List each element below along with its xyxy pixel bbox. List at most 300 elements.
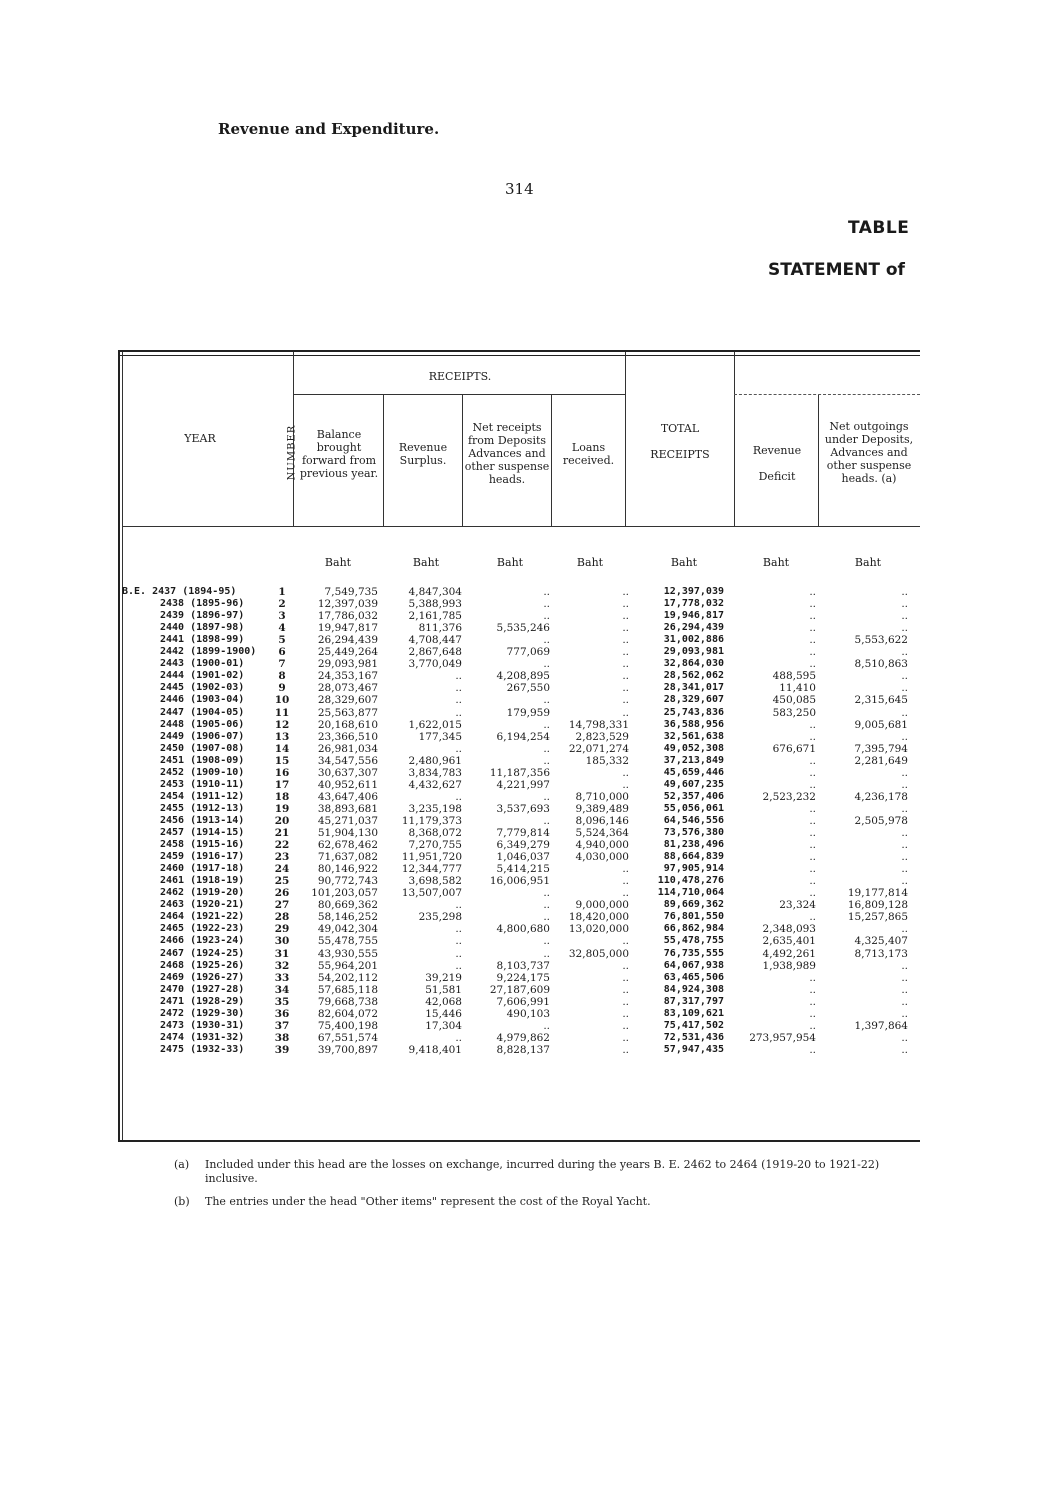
cell-net-receipts: 11,187,356 xyxy=(489,766,550,779)
cell-revenue-surplus: .. xyxy=(455,694,462,707)
cell-year: 2457 (1914-15) xyxy=(160,827,245,838)
cell-total-receipts: 32,561,638 xyxy=(663,730,724,742)
cell-revenue-deficit: 2,523,232 xyxy=(762,790,816,803)
cell-net-receipts: 179,959 xyxy=(506,706,550,719)
col-rule-loans xyxy=(625,352,626,527)
cell-net-outgoings: .. xyxy=(901,802,908,815)
table-top-rule xyxy=(118,355,920,356)
cell-total-receipts: 12,397,039 xyxy=(663,586,724,597)
table-row xyxy=(0,755,1040,767)
cell-year: 2465 (1922-23) xyxy=(160,923,245,935)
cell-revenue-deficit: .. xyxy=(809,814,816,827)
cell-year: 2444 (1901-02) xyxy=(160,670,245,682)
cell-loans: .. xyxy=(622,610,629,623)
cell-net-outgoings: 2,281,649 xyxy=(854,754,908,767)
cell-total-receipts: 83,109,621 xyxy=(663,1007,724,1019)
cell-number: 26 xyxy=(274,887,290,900)
table-row xyxy=(0,935,1040,947)
cell-balance: 23,366,510 xyxy=(317,730,378,743)
cell-revenue-deficit: 11,410 xyxy=(779,682,816,695)
cell-year: 2447 (1904-05) xyxy=(160,706,245,718)
cell-revenue-surplus: 15,446 xyxy=(425,1007,462,1020)
cell-number: 38 xyxy=(274,1031,290,1044)
cell-revenue-deficit: .. xyxy=(809,646,816,659)
cell-revenue-surplus: .. xyxy=(455,899,462,912)
cell-revenue-deficit: 273,957,954 xyxy=(749,1031,816,1044)
cell-balance: 75,400,198 xyxy=(317,1019,378,1032)
cell-year: 2441 (1898-99) xyxy=(160,634,245,646)
unit-loans: Baht xyxy=(576,556,604,569)
cell-year: 2462 (1919-20) xyxy=(160,887,245,899)
cell-revenue-deficit: 676,671 xyxy=(772,742,816,755)
cell-net-receipts: .. xyxy=(543,911,550,924)
cell-year: 2450 (1907-08) xyxy=(160,742,245,754)
cell-year: 2452 (1909-10) xyxy=(160,766,245,778)
cell-number: 29 xyxy=(274,923,290,936)
cell-loans: .. xyxy=(622,971,629,984)
cell-revenue-surplus: 3,770,049 xyxy=(408,658,462,671)
cell-balance: 20,168,610 xyxy=(317,718,378,731)
cell-number: 21 xyxy=(274,827,290,839)
cell-balance: 17,786,032 xyxy=(317,610,378,623)
header-receipts: RECEIPTS. xyxy=(428,370,492,383)
cell-revenue-surplus: .. xyxy=(455,706,462,719)
cell-net-outgoings: .. xyxy=(901,646,908,659)
cell-year: 2472 (1929-30) xyxy=(160,1007,245,1019)
table-row xyxy=(0,972,1040,984)
cell-net-outgoings: .. xyxy=(901,778,908,791)
cell-balance: 51,904,130 xyxy=(317,827,378,839)
cell-total-receipts: 66,862,984 xyxy=(663,923,724,935)
cell-loans: .. xyxy=(622,983,629,996)
cell-total-receipts: 64,546,556 xyxy=(663,814,724,826)
cell-revenue-surplus: 3,235,198 xyxy=(408,802,462,815)
cell-balance: 25,449,264 xyxy=(317,646,378,659)
cell-number: 17 xyxy=(274,778,290,791)
cell-year: 2449 (1906-07) xyxy=(160,730,245,742)
cell-revenue-deficit: .. xyxy=(809,622,816,635)
cell-loans: 9,389,489 xyxy=(575,802,629,815)
cell-balance: 26,294,439 xyxy=(317,634,378,647)
table-row xyxy=(0,1008,1040,1020)
cell-year: 2463 (1920-21) xyxy=(160,899,245,911)
cell-revenue-surplus: 4,847,304 xyxy=(408,586,462,598)
cell-loans: 5,524,364 xyxy=(575,827,629,839)
cell-net-receipts: 4,221,997 xyxy=(496,778,550,791)
cell-net-outgoings: .. xyxy=(901,851,908,864)
cell-number: 30 xyxy=(274,935,290,948)
table-row xyxy=(0,899,1040,911)
cell-net-receipts: 16,006,951 xyxy=(489,875,550,888)
cell-net-outgoings: .. xyxy=(901,983,908,996)
cell-year: 2456 (1913-14) xyxy=(160,814,245,826)
cell-number: 39 xyxy=(274,1043,290,1056)
cell-number: 9 xyxy=(278,682,286,695)
cell-net-outgoings: .. xyxy=(901,827,908,839)
unit-total: Baht xyxy=(670,556,698,569)
cell-balance: 25,563,877 xyxy=(317,706,378,719)
cell-total-receipts: 37,213,849 xyxy=(663,754,724,766)
cell-net-outgoings: .. xyxy=(901,610,908,623)
col-rule-revenue xyxy=(462,395,463,527)
cell-revenue-surplus: 4,432,627 xyxy=(408,778,462,791)
header-year: YEAR xyxy=(184,432,216,445)
header-revenue-deficit: Revenue Deficit xyxy=(752,444,802,483)
cell-balance: 38,893,681 xyxy=(317,802,378,815)
cell-year: 2453 (1910-11) xyxy=(160,778,245,790)
header-total-receipts: TOTAL RECEIPTS xyxy=(650,422,710,461)
cell-number: 14 xyxy=(274,742,290,755)
cell-net-receipts: 6,194,254 xyxy=(496,730,550,743)
cell-revenue-surplus: 177,345 xyxy=(418,730,462,743)
col-rule-balance xyxy=(383,395,384,527)
cell-balance: 57,685,118 xyxy=(317,983,378,996)
cell-loans: .. xyxy=(622,887,629,900)
table-row xyxy=(0,743,1040,755)
cell-year: 2469 (1926-27) xyxy=(160,971,245,983)
cell-balance: 101,203,057 xyxy=(311,887,378,900)
cell-number: 1 xyxy=(278,586,286,598)
cell-number: 18 xyxy=(274,790,290,803)
table-row xyxy=(0,646,1040,658)
cell-revenue-surplus: 7,270,755 xyxy=(408,839,462,852)
cell-total-receipts: 28,329,607 xyxy=(663,694,724,706)
unit-revenue: Baht xyxy=(412,556,440,569)
cell-revenue-deficit: .. xyxy=(809,995,816,1008)
cell-loans: 9,000,000 xyxy=(575,899,629,912)
cell-balance: 28,073,467 xyxy=(317,682,378,695)
cell-balance: 40,952,611 xyxy=(317,778,378,791)
cell-year: B.E. 2437 (1894-95) xyxy=(122,586,237,597)
cell-net-receipts: 5,414,215 xyxy=(496,863,550,876)
cell-total-receipts: 28,341,017 xyxy=(663,682,724,694)
cell-revenue-deficit: .. xyxy=(809,971,816,984)
cell-revenue-deficit: 583,250 xyxy=(772,706,816,719)
cell-balance: 90,772,743 xyxy=(317,875,378,888)
cell-balance: 80,146,922 xyxy=(317,863,378,876)
cell-total-receipts: 45,659,446 xyxy=(663,766,724,778)
cell-loans: 8,710,000 xyxy=(575,790,629,803)
cell-revenue-deficit: .. xyxy=(809,754,816,767)
cell-year: 2475 (1932-33) xyxy=(160,1043,245,1055)
cell-net-receipts: 1,046,037 xyxy=(496,851,550,864)
cell-year: 2473 (1930-31) xyxy=(160,1019,245,1031)
cell-revenue-deficit: .. xyxy=(809,778,816,791)
cell-net-outgoings: .. xyxy=(901,1043,908,1056)
cell-loans: .. xyxy=(622,658,629,671)
cell-revenue-surplus: .. xyxy=(455,742,462,755)
footnote-b-text: The entries under the head "Other items" represent the cost of the Royal Yacht. xyxy=(205,1195,651,1208)
cell-net-outgoings: 7,395,794 xyxy=(854,742,908,755)
cell-revenue-deficit: .. xyxy=(809,658,816,671)
payments-rule xyxy=(734,394,920,395)
cell-loans: 4,030,000 xyxy=(575,851,629,864)
cell-revenue-surplus: 235,298 xyxy=(418,911,462,924)
cell-year: 2445 (1902-03) xyxy=(160,682,245,694)
cell-loans: .. xyxy=(622,1043,629,1056)
cell-total-receipts: 49,052,308 xyxy=(663,742,724,754)
cell-total-receipts: 88,664,839 xyxy=(663,851,724,863)
cell-total-receipts: 57,947,435 xyxy=(663,1043,724,1055)
cell-balance: 24,353,167 xyxy=(317,670,378,683)
cell-number: 25 xyxy=(274,875,290,888)
cell-year: 2474 (1931-32) xyxy=(160,1031,245,1043)
cell-revenue-surplus: 811,376 xyxy=(418,622,462,635)
cell-number: 13 xyxy=(274,730,290,743)
cell-number: 2 xyxy=(278,598,286,611)
table-row xyxy=(0,1020,1040,1032)
cell-revenue-deficit: .. xyxy=(809,827,816,839)
table-row xyxy=(0,996,1040,1008)
cell-number: 33 xyxy=(274,971,290,984)
cell-revenue-deficit: .. xyxy=(809,718,816,731)
table-row xyxy=(0,803,1040,815)
cell-revenue-surplus: .. xyxy=(455,1031,462,1044)
cell-number: 6 xyxy=(278,646,286,659)
cell-total-receipts: 76,735,555 xyxy=(663,947,724,959)
cell-number: 15 xyxy=(274,754,290,767)
cell-revenue-surplus: .. xyxy=(455,935,462,948)
unit-deficit: Baht xyxy=(762,556,790,569)
cell-revenue-surplus: 8,368,072 xyxy=(408,827,462,839)
cell-number: 7 xyxy=(278,658,286,671)
cell-net-receipts: .. xyxy=(543,887,550,900)
cell-total-receipts: 26,294,439 xyxy=(663,622,724,634)
table-row xyxy=(0,948,1040,960)
cell-year: 2451 (1908-09) xyxy=(160,754,245,766)
table-row xyxy=(0,960,1040,972)
cell-balance: 29,093,981 xyxy=(317,658,378,671)
table-row xyxy=(0,719,1040,731)
cell-number: 23 xyxy=(274,851,290,864)
cell-net-receipts: .. xyxy=(543,790,550,803)
cell-year: 2455 (1912-13) xyxy=(160,802,245,814)
table-row xyxy=(0,707,1040,719)
cell-revenue-surplus: 4,708,447 xyxy=(408,634,462,647)
cell-loans: .. xyxy=(622,995,629,1008)
cell-net-receipts: 27,187,609 xyxy=(489,983,550,996)
table-row xyxy=(0,911,1040,923)
cell-balance: 62,678,462 xyxy=(317,839,378,852)
cell-net-outgoings: .. xyxy=(901,863,908,876)
cell-total-receipts: 64,067,938 xyxy=(663,959,724,971)
header-net-outgoings: Net outgoings under Deposits, Advances and other suspense heads. (a) xyxy=(824,420,914,485)
cell-total-receipts: 84,924,308 xyxy=(663,983,724,995)
cell-balance: 30,637,307 xyxy=(317,766,378,779)
cell-net-receipts: .. xyxy=(543,586,550,598)
cell-net-receipts: 9,224,175 xyxy=(496,971,550,984)
cell-loans: .. xyxy=(622,646,629,659)
cell-number: 3 xyxy=(278,610,286,623)
cell-loans: 2,823,529 xyxy=(575,730,629,743)
unit-balance: Baht xyxy=(324,556,352,569)
cell-net-receipts: .. xyxy=(543,718,550,731)
cell-revenue-surplus: 3,698,582 xyxy=(408,875,462,888)
cell-year: 2464 (1921-22) xyxy=(160,911,245,923)
cell-revenue-surplus: 11,179,373 xyxy=(401,814,462,827)
cell-loans: 22,071,274 xyxy=(568,742,629,755)
cell-loans: .. xyxy=(622,586,629,598)
cell-total-receipts: 89,669,362 xyxy=(663,899,724,911)
cell-loans: 8,096,146 xyxy=(575,814,629,827)
cell-revenue-deficit: 2,635,401 xyxy=(762,935,816,948)
cell-total-receipts: 81,238,496 xyxy=(663,839,724,851)
cell-loans: 14,798,331 xyxy=(568,718,629,731)
cell-total-receipts: 76,801,550 xyxy=(663,911,724,923)
cell-revenue-surplus: 12,344,777 xyxy=(401,863,462,876)
table-row xyxy=(0,791,1040,803)
cell-balance: 26,981,034 xyxy=(317,742,378,755)
cell-revenue-deficit: .. xyxy=(809,802,816,815)
cell-net-outgoings: .. xyxy=(901,839,908,852)
col-rule-deficit xyxy=(818,395,819,527)
cell-net-receipts: .. xyxy=(543,634,550,647)
cell-balance: 55,478,755 xyxy=(317,935,378,948)
table-row xyxy=(0,827,1040,839)
cell-revenue-deficit: 488,595 xyxy=(772,670,816,683)
cell-total-receipts: 25,743,836 xyxy=(663,706,724,718)
cell-number: 34 xyxy=(274,983,290,996)
cell-net-receipts: 7,606,991 xyxy=(496,995,550,1008)
cell-loans: 13,020,000 xyxy=(568,923,629,936)
table-row xyxy=(0,658,1040,670)
cell-net-receipts: 777,069 xyxy=(506,646,550,659)
cell-total-receipts: 36,588,956 xyxy=(663,718,724,730)
cell-year: 2461 (1918-19) xyxy=(160,875,245,887)
cell-number: 8 xyxy=(278,670,286,683)
footnote-a-text: Included under this head are the losses on exchange, incurred during the years B. E. 2462 to 2464 (1919-20 to 1921-22) inclusive. xyxy=(205,1158,880,1185)
cell-year: 2470 (1927-28) xyxy=(160,983,245,995)
cell-year: 2443 (1900-01) xyxy=(160,658,245,670)
footnote-b-mark: (b) xyxy=(174,1195,190,1208)
cell-total-receipts: 72,531,436 xyxy=(663,1031,724,1043)
cell-net-receipts: .. xyxy=(543,742,550,755)
cell-revenue-deficit: .. xyxy=(809,598,816,611)
cell-number: 31 xyxy=(274,947,290,960)
table-row xyxy=(0,731,1040,743)
cell-loans: .. xyxy=(622,598,629,611)
cell-net-receipts: .. xyxy=(543,899,550,912)
cell-balance: 80,669,362 xyxy=(317,899,378,912)
cell-revenue-deficit: .. xyxy=(809,1007,816,1020)
cell-net-outgoings: 9,005,681 xyxy=(854,718,908,731)
table-row xyxy=(0,694,1040,706)
cell-net-outgoings: .. xyxy=(901,730,908,743)
table-row xyxy=(0,984,1040,996)
cell-net-outgoings: .. xyxy=(901,622,908,635)
cell-net-outgoings: 8,713,173 xyxy=(854,947,908,960)
header-net-receipts: Net receipts from Deposits Advances and other suspense heads. xyxy=(464,421,550,486)
cell-year: 2448 (1905-06) xyxy=(160,718,245,730)
cell-net-receipts: 8,103,737 xyxy=(496,959,550,972)
cell-net-outgoings: 2,315,645 xyxy=(854,694,908,707)
cell-number: 36 xyxy=(274,1007,290,1020)
cell-revenue-deficit: .. xyxy=(809,851,816,864)
cell-total-receipts: 31,002,886 xyxy=(663,634,724,646)
cell-balance: 19,947,817 xyxy=(317,622,378,635)
cell-revenue-deficit: .. xyxy=(809,1019,816,1032)
cell-net-receipts: 4,979,862 xyxy=(496,1031,550,1044)
cell-total-receipts: 63,465,506 xyxy=(663,971,724,983)
cell-revenue-deficit: .. xyxy=(809,1043,816,1056)
cell-balance: 28,329,607 xyxy=(317,694,378,707)
cell-year: 2467 (1924-25) xyxy=(160,947,245,959)
unit-outgoings: Baht xyxy=(854,556,882,569)
cell-net-receipts: .. xyxy=(543,754,550,767)
table-row xyxy=(0,682,1040,694)
cell-net-outgoings: .. xyxy=(901,959,908,972)
cell-year: 2454 (1911-12) xyxy=(160,790,245,802)
table-row xyxy=(0,1032,1040,1044)
table-row xyxy=(0,670,1040,682)
cell-net-outgoings: 8,510,863 xyxy=(854,658,908,671)
cell-net-outgoings: .. xyxy=(901,670,908,683)
cell-net-receipts: 8,828,137 xyxy=(496,1043,550,1056)
cell-balance: 34,547,556 xyxy=(317,754,378,767)
cell-loans: .. xyxy=(622,670,629,683)
unit-net: Baht xyxy=(496,556,524,569)
cell-revenue-surplus: 13,507,007 xyxy=(401,887,462,900)
cell-revenue-surplus: 11,951,720 xyxy=(401,851,462,864)
cell-year: 2442 (1899-1900) xyxy=(160,646,257,658)
statement-heading: STATEMENT of xyxy=(768,260,905,280)
cell-revenue-deficit: .. xyxy=(809,730,816,743)
cell-revenue-surplus: .. xyxy=(455,923,462,936)
table-row xyxy=(0,875,1040,887)
col-rule-net xyxy=(551,395,552,527)
cell-total-receipts: 52,357,406 xyxy=(663,790,724,802)
cell-loans: .. xyxy=(622,875,629,888)
cell-revenue-deficit: 4,492,261 xyxy=(762,947,816,960)
cell-number: 11 xyxy=(274,706,290,719)
cell-balance: 43,930,555 xyxy=(317,947,378,960)
cell-net-receipts: 4,208,895 xyxy=(496,670,550,683)
col-rule-total xyxy=(734,352,735,527)
cell-revenue-deficit: .. xyxy=(809,911,816,924)
cell-net-outgoings: 4,325,407 xyxy=(854,935,908,948)
cell-net-outgoings: 19,177,814 xyxy=(847,887,908,900)
table-row xyxy=(0,622,1040,634)
cell-balance: 45,271,037 xyxy=(317,814,378,827)
cell-revenue-surplus: .. xyxy=(455,790,462,803)
cell-year: 2439 (1896-97) xyxy=(160,610,245,622)
receipts-rule xyxy=(293,394,625,395)
table-heading: TABLE xyxy=(848,218,910,238)
cell-number: 35 xyxy=(274,995,290,1008)
cell-balance: 49,042,304 xyxy=(317,923,378,936)
cell-loans: .. xyxy=(622,694,629,707)
cell-number: 28 xyxy=(274,911,290,924)
cell-number: 22 xyxy=(274,839,290,852)
cell-net-outgoings: .. xyxy=(901,971,908,984)
cell-balance: 12,397,039 xyxy=(317,598,378,611)
cell-balance: 7,549,735 xyxy=(324,586,378,598)
cell-loans: .. xyxy=(622,1007,629,1020)
cell-year: 2446 (1903-04) xyxy=(160,694,245,706)
cell-revenue-deficit: 450,085 xyxy=(772,694,816,707)
cell-loans: .. xyxy=(622,778,629,791)
cell-revenue-surplus: 3,834,783 xyxy=(408,766,462,779)
cell-balance: 67,551,574 xyxy=(317,1031,378,1044)
cell-revenue-surplus: 2,867,648 xyxy=(408,646,462,659)
cell-net-receipts: .. xyxy=(543,947,550,960)
cell-revenue-deficit: .. xyxy=(809,839,816,852)
cell-revenue-surplus: 42,068 xyxy=(425,995,462,1008)
cell-net-receipts: .. xyxy=(543,814,550,827)
cell-revenue-surplus: 51,581 xyxy=(425,983,462,996)
cell-loans: 185,332 xyxy=(585,754,629,767)
cell-revenue-deficit: 23,324 xyxy=(779,899,816,912)
